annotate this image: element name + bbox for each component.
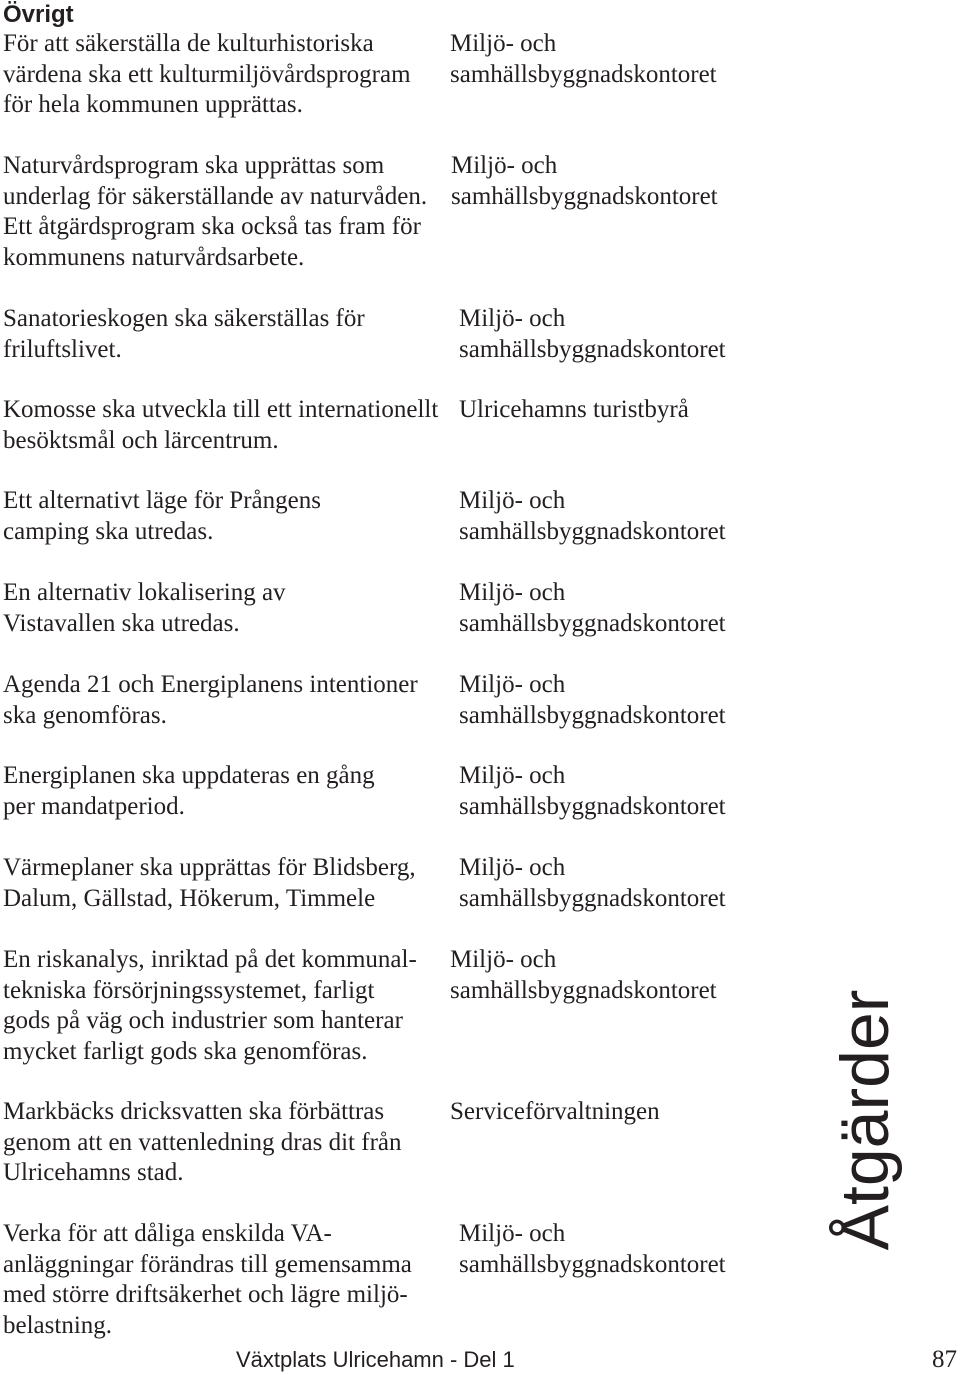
action-line: Ett åtgärdsprogram ska också tas fram för xyxy=(3,213,421,240)
responsible-line: samhällsbyggnadskontoret xyxy=(451,182,718,210)
responsible-text xyxy=(459,304,726,365)
action-line: belastning. xyxy=(3,1311,113,1339)
responsible-text xyxy=(450,29,717,90)
action-line: camping ska utredas. xyxy=(3,517,214,545)
responsible-line: Miljö- och xyxy=(459,305,566,332)
action-line: Energiplanen ska uppdateras en gång xyxy=(3,762,375,789)
responsible-line: samhällsbyggnadskontoret xyxy=(459,609,726,637)
action-line: värdena ska ett kulturmiljövårdsprogram xyxy=(3,60,411,88)
responsible-text xyxy=(459,670,726,731)
action-line: anläggningar förändras till gemensamma xyxy=(3,1250,412,1278)
action-text xyxy=(3,1219,412,1341)
action-row xyxy=(0,853,800,912)
action-text xyxy=(3,1097,402,1189)
responsible-line: Miljö- och xyxy=(459,671,566,698)
responsible-line: Serviceförvaltningen xyxy=(450,1098,660,1125)
action-line: per mandatperiod. xyxy=(3,792,185,820)
action-line: underlag för säkerställande av naturvåden. xyxy=(3,182,428,210)
action-row xyxy=(0,1219,800,1339)
action-row xyxy=(0,761,800,820)
responsible-text xyxy=(459,1219,726,1280)
action-line: En alternativ lokalisering av xyxy=(3,579,286,606)
action-line: ska genomföras. xyxy=(3,701,167,729)
action-line: för hela kommunen upprättas. xyxy=(3,91,303,118)
action-line: För att säkerställa de kulturhistoriska xyxy=(3,30,374,57)
action-line: med större driftsäkerhet och lägre miljö- xyxy=(3,1281,408,1308)
action-line: genom att en vattenledning dras dit från xyxy=(3,1128,402,1156)
action-text xyxy=(3,29,411,121)
responsible-line: samhällsbyggnadskontoret xyxy=(459,792,726,820)
responsible-text xyxy=(459,486,726,547)
action-line: Komosse ska utveckla till ett internationellt xyxy=(3,396,439,423)
action-row xyxy=(0,29,800,118)
responsible-line: Miljö- och xyxy=(459,579,566,606)
action-line: friluftslivet. xyxy=(3,335,122,363)
responsible-line: Miljö- och xyxy=(459,854,566,881)
responsible-line: Miljö- och xyxy=(451,152,558,179)
responsible-line: samhällsbyggnadskontoret xyxy=(459,335,726,363)
action-line: mycket farligt gods ska genomföras. xyxy=(3,1037,368,1065)
action-text xyxy=(3,151,427,273)
action-text xyxy=(3,761,375,822)
responsible-line: samhällsbyggnadskontoret xyxy=(459,517,726,545)
responsible-text xyxy=(459,853,726,914)
responsible-text xyxy=(459,578,726,639)
responsible-text xyxy=(451,151,718,212)
responsible-text xyxy=(450,1097,660,1128)
action-text xyxy=(3,670,418,731)
responsible-line: Miljö- och xyxy=(459,762,566,789)
action-row xyxy=(0,304,800,363)
action-row xyxy=(0,1097,800,1186)
action-text xyxy=(3,853,416,914)
footer-publication-title: Växtplats Ulricehamn - Del 1 xyxy=(236,1347,515,1372)
action-row xyxy=(0,395,800,454)
action-line: Verka för att dåliga enskilda VA- xyxy=(3,1220,332,1247)
action-line: En riskanalys, inriktad på det kommunal- xyxy=(3,946,417,973)
action-row xyxy=(0,945,800,1065)
action-line: Markbäcks dricksvatten ska förbättras xyxy=(3,1098,385,1125)
action-line: Naturvårdsprogram ska upprättas som xyxy=(3,152,385,179)
action-text xyxy=(3,945,417,1067)
action-line: Värmeplaner ska upprättas för Blidsberg, xyxy=(3,854,416,881)
responsible-text xyxy=(459,761,726,822)
section-heading: Övrigt xyxy=(3,1,74,28)
action-line: kommunens naturvårdsarbete. xyxy=(3,243,305,271)
action-text xyxy=(3,486,321,547)
responsible-line: samhällsbyggnadskontoret xyxy=(450,976,717,1004)
action-line: Ulricehamns stad. xyxy=(3,1159,184,1186)
responsible-line: Miljö- och xyxy=(459,1220,566,1247)
action-row xyxy=(0,578,800,637)
action-row xyxy=(0,486,800,545)
responsible-line: samhällsbyggnadskontoret xyxy=(459,701,726,729)
responsible-line: Ulricehamns turistbyrå xyxy=(459,396,689,423)
action-text xyxy=(3,395,438,456)
side-title: Åtgärder xyxy=(827,989,903,1251)
action-line: Vistavallen ska utredas. xyxy=(3,609,240,637)
action-line: Ett alternativt läge för Prångens xyxy=(3,487,321,514)
responsible-line: samhällsbyggnadskontoret xyxy=(459,884,726,912)
action-line: gods på väg och industrier som hanterar xyxy=(3,1007,403,1034)
responsible-text xyxy=(459,395,689,426)
action-line: besöktsmål och lärcentrum. xyxy=(3,426,279,454)
action-text xyxy=(3,304,365,365)
action-line: Sanatorieskogen ska säkerställas för xyxy=(3,305,365,332)
action-line: Agenda 21 och Energiplanens intentioner xyxy=(3,671,418,698)
action-line: tekniska försörjningssystemet, farligt xyxy=(3,976,375,1004)
responsible-line: Miljö- och xyxy=(450,946,557,973)
action-row xyxy=(0,151,800,271)
responsible-text xyxy=(450,945,717,1006)
action-line: Dalum, Gällstad, Hökerum, Timmele xyxy=(3,884,376,912)
responsible-line: samhällsbyggnadskontoret xyxy=(450,60,717,88)
responsible-line: Miljö- och xyxy=(459,487,566,514)
responsible-line: Miljö- och xyxy=(450,30,557,57)
responsible-line: samhällsbyggnadskontoret xyxy=(459,1250,726,1278)
action-text xyxy=(3,578,286,639)
page-number: 87 xyxy=(932,1346,957,1373)
action-row xyxy=(0,670,800,729)
